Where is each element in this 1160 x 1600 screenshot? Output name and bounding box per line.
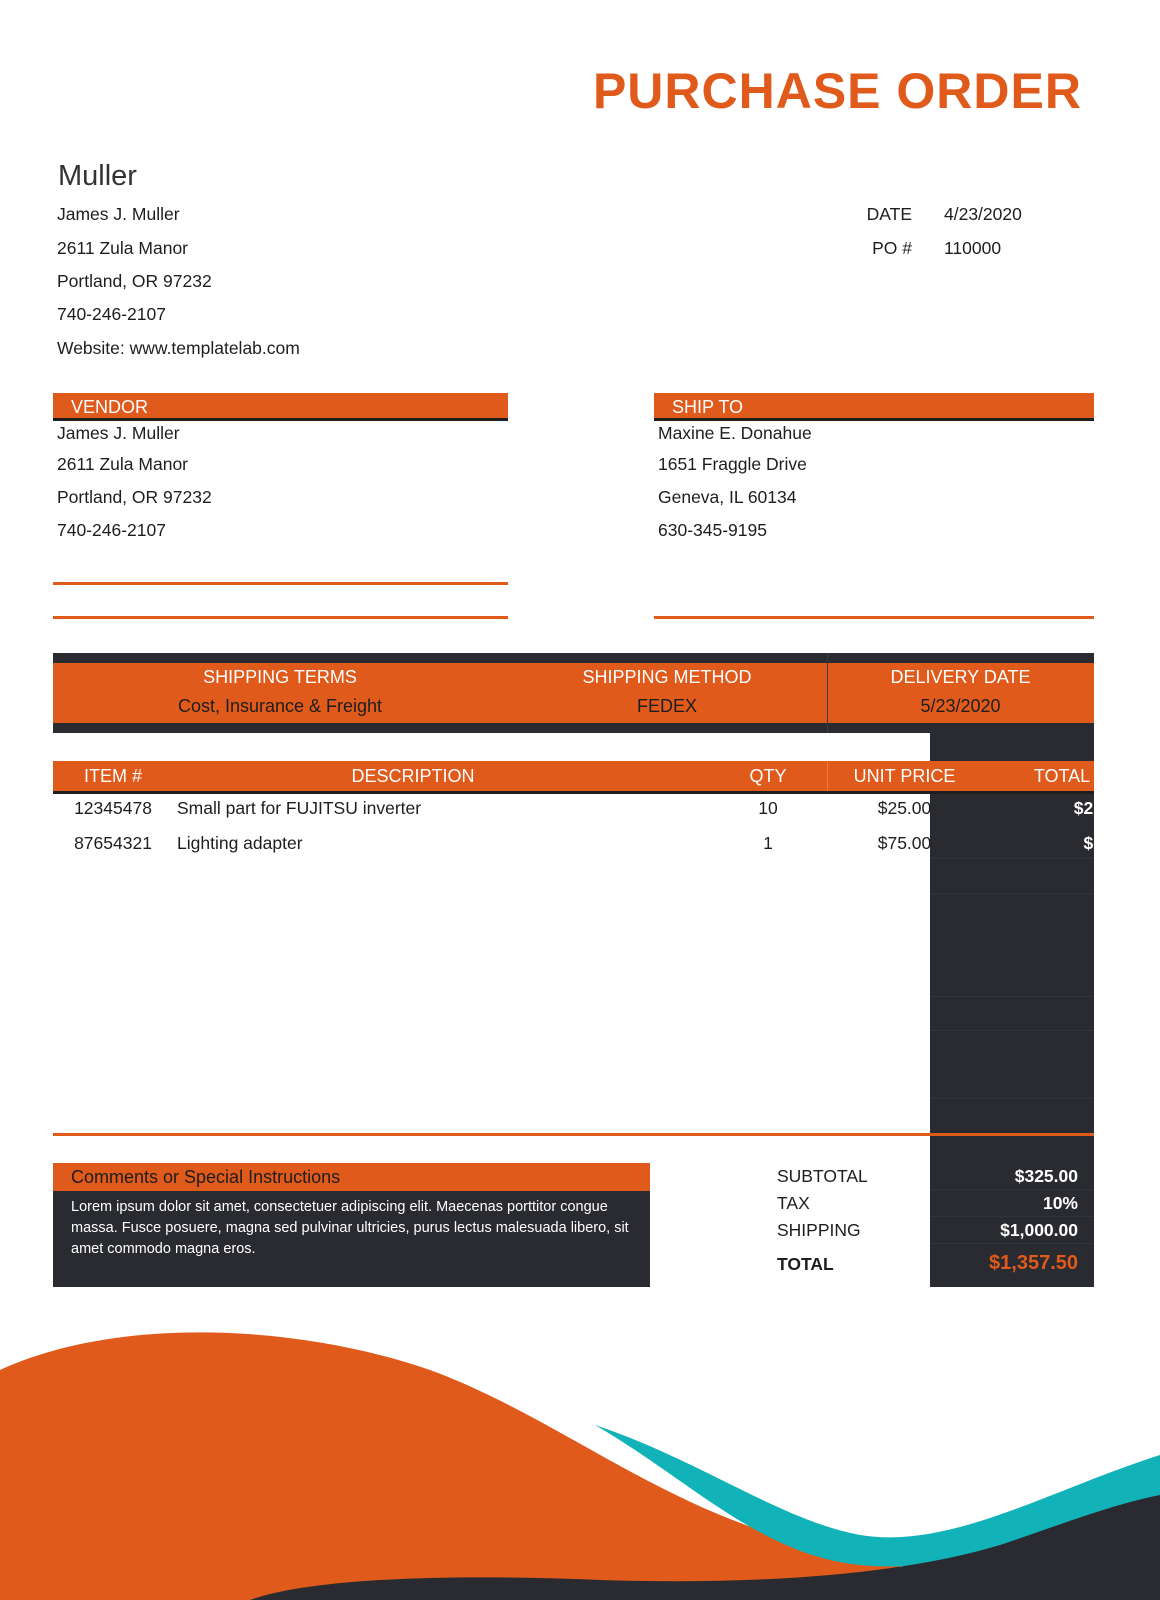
vendor-divider-1 xyxy=(53,582,508,585)
shipping-method-value: FEDEX xyxy=(636,696,697,716)
row-description: Lighting adapter xyxy=(177,833,303,853)
total-value: $1,357.50 xyxy=(989,1252,1078,1274)
company-contact: James J. Muller xyxy=(57,204,180,224)
table-row xyxy=(53,791,1137,825)
row-qty: 10 xyxy=(758,798,778,818)
delivery-date-label: DELIVERY DATE xyxy=(890,667,1031,687)
shipto-heading: SHIP TO xyxy=(654,393,1094,421)
vendor-divider-2 xyxy=(53,616,508,619)
po-value: 110000 xyxy=(944,238,1002,258)
comments-box xyxy=(53,1191,650,1287)
company-city: Portland, OR 97232 xyxy=(57,271,212,291)
date-value: 4/23/2020 xyxy=(944,204,1022,224)
company-address: 2611 Zula Manor xyxy=(57,238,189,258)
header-unit-price: UNIT PRICE xyxy=(853,766,956,786)
row-unit-price: $75.00 xyxy=(877,833,932,853)
delivery-date-value: 5/23/2020 xyxy=(920,696,1001,716)
table-row xyxy=(53,826,1137,860)
shipto-address: 1651 Fraggle Drive xyxy=(658,454,807,474)
vendor-phone: 740-246-2107 xyxy=(57,520,166,540)
tax-label: TAX xyxy=(777,1193,810,1213)
vendor-address: 2611 Zula Manor xyxy=(57,454,189,474)
company-name: Muller xyxy=(58,160,137,192)
row-description: Small part for FUJITSU inverter xyxy=(177,798,422,818)
subtotal-label: SUBTOTAL xyxy=(777,1166,868,1186)
shipping-method-label: SHIPPING METHOD xyxy=(582,667,752,687)
shipto-city: Geneva, IL 60134 xyxy=(658,487,797,507)
shipto-divider xyxy=(654,616,1094,619)
row-total: $75.00 xyxy=(1083,833,1137,853)
po-label: PO # xyxy=(872,238,912,258)
vendor-heading: VENDOR xyxy=(53,393,508,421)
shipping-cost-label: SHIPPING xyxy=(777,1220,861,1240)
tax-value: 10% xyxy=(1042,1193,1078,1213)
comments-heading xyxy=(53,1163,650,1191)
row-total: $250.00 xyxy=(1073,798,1137,818)
vendor-city: Portland, OR 97232 xyxy=(57,487,212,507)
shipto-phone: 630-345-9195 xyxy=(658,520,767,540)
decorative-wave-footer xyxy=(0,1330,1160,1600)
header-qty: QTY xyxy=(749,766,787,786)
subtotal-value: $325.00 xyxy=(1014,1166,1078,1186)
company-phone: 740-246-2107 xyxy=(57,304,166,324)
row-unit-price: $25.00 xyxy=(877,798,932,818)
comments-text: Lorem ipsum dolor sit amet, consectetuer adipiscing elit. Maecenas porttitor congue massa. Fusce posuere, magna sed pulvinar ultricies, purus lectus malesuada libero, sit amet commodo magna eros. xyxy=(71,1199,629,1257)
orange-wave xyxy=(0,1332,900,1600)
company-website: Website: www.templatelab.com xyxy=(57,338,300,358)
header-description: DESCRIPTION xyxy=(351,766,475,786)
row-qty: 1 xyxy=(763,833,773,853)
shipping-terms-value: Cost, Insurance & Freight xyxy=(177,696,383,716)
header-total: TOTAL xyxy=(1033,766,1091,786)
page-title: PURCHASE ORDER xyxy=(592,63,1082,119)
comments-heading-text: Comments or Special Instructions xyxy=(71,1167,341,1187)
shipping-terms-label: SHIPPING TERMS xyxy=(203,667,357,687)
shipping-cost-value: $1,000.00 xyxy=(1000,1220,1078,1240)
items-table-header xyxy=(53,761,1094,794)
row-item: 87654321 xyxy=(74,833,152,853)
row-item: 12345478 xyxy=(74,798,152,818)
shipto-name: Maxine E. Donahue xyxy=(658,423,812,443)
date-label: DATE xyxy=(866,204,912,224)
shipping-info-block xyxy=(53,653,1094,733)
vendor-name: James J. Muller xyxy=(57,423,180,443)
header-item: ITEM # xyxy=(83,766,142,786)
total-label: TOTAL xyxy=(777,1254,834,1274)
